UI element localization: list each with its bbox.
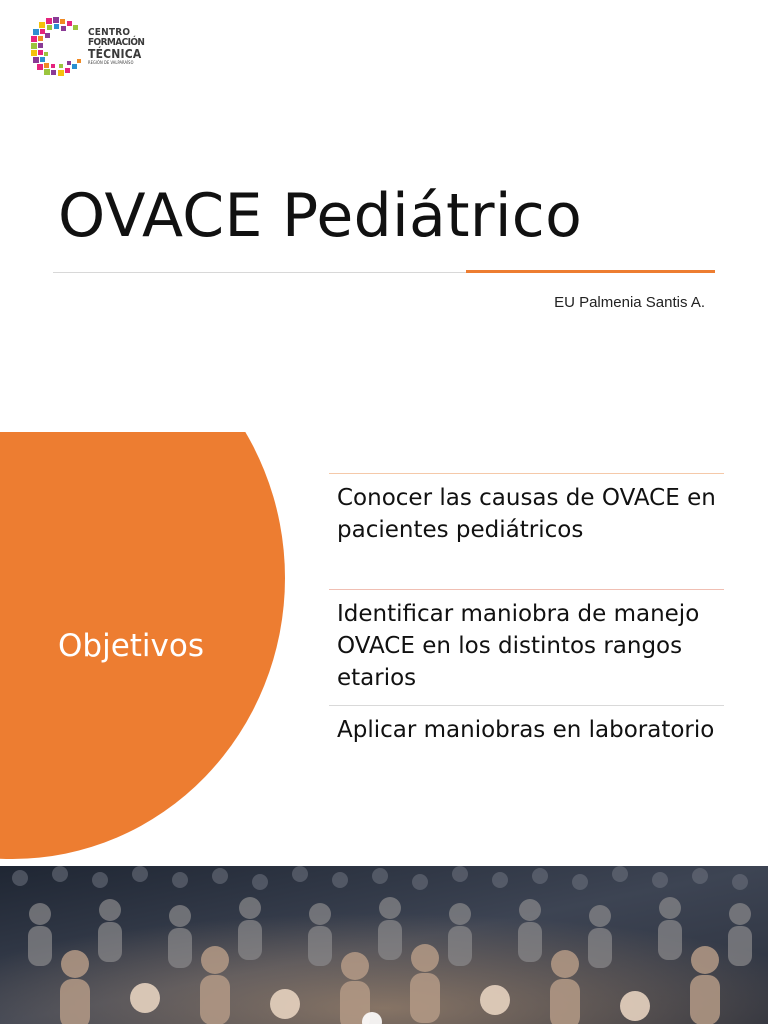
objective-divider [329,589,724,590]
objective-item-3: Aplicar maniobras en laboratorio [337,717,715,743]
logo-wordmark [88,28,144,66]
objectives-heading: Objetivos [58,628,204,664]
objective-divider [329,705,724,706]
crowd-people-icon [0,866,768,1024]
objective-divider [329,473,724,474]
objective-item-1: Conocer las causas de OVACE en pacientes pediátricos [337,485,716,543]
crowd-photo [0,866,768,1024]
objectives-slide [0,432,768,868]
centro-formacion-tecnica-logo [30,16,145,78]
objective-item-2: Identificar maniobra de manejo OVACE en los distintos rangos etarios [337,601,700,691]
title-slide [0,0,768,432]
logo-mosaic-icon [30,16,86,78]
logo-line-3: TÉCNICA [88,47,142,61]
logo-line-4: REGIÓN DE VALPARAÍSO [88,60,134,65]
presenter-name: EU Palmenia Santis A. [554,294,705,311]
presentation-title: OVACE Pediátrico [58,181,583,251]
logo-line-1: CENTRO [88,27,131,38]
logo-line-2: FORMACIÓN [88,37,145,48]
title-accent-bar [466,270,715,273]
